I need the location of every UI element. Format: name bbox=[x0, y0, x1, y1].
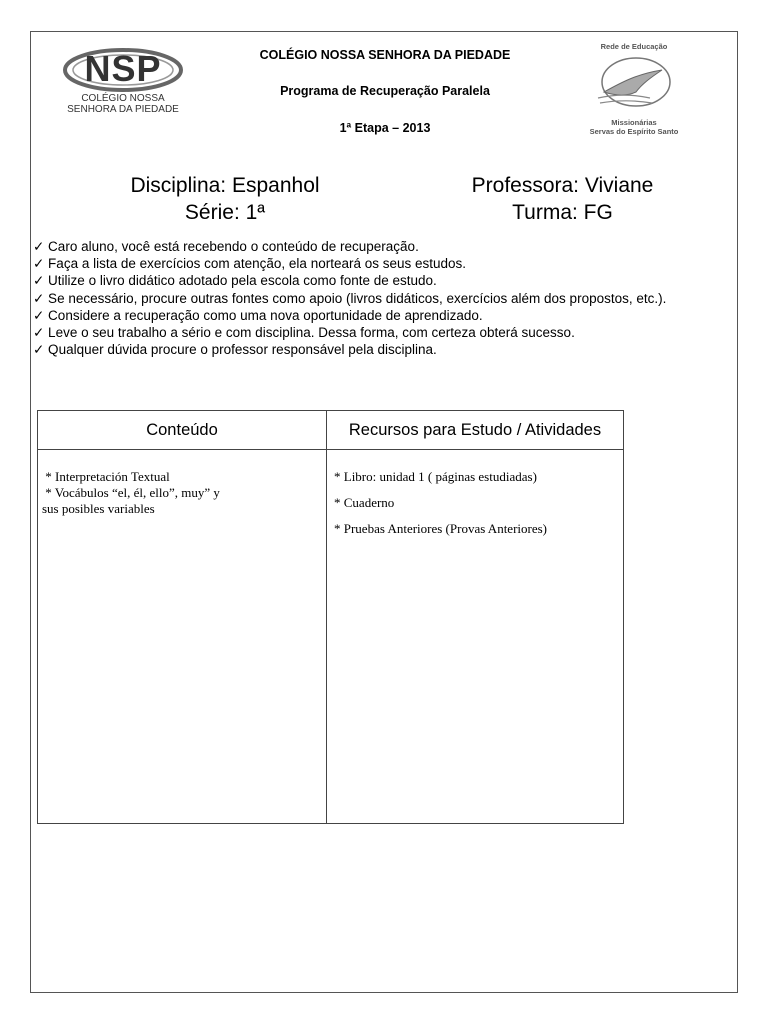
study-table bbox=[37, 410, 624, 824]
instruction-item: ✓ Qualquer dúvida procure o professor responsável pela disciplina. bbox=[33, 342, 437, 358]
stage-year: 1ª Etapa – 2013 bbox=[339, 121, 431, 135]
nsp-logo bbox=[60, 44, 190, 120]
school-name: COLÉGIO NOSSA SENHORA DA PIEDADE bbox=[259, 48, 511, 62]
instruction-item: ✓ Leve o seu trabalho a sério e com disciplina. Dessa forma, com certeza obterá sucesso. bbox=[33, 325, 575, 341]
table-header-row bbox=[38, 411, 624, 450]
resource-line: * Pruebas Anteriores (Provas Anteriores) bbox=[334, 521, 548, 536]
teacher: Professora: Viviane bbox=[471, 174, 654, 197]
instruction-item: ✓ Se necessário, procure outras fontes como apoio (livros didáticos, exercícios além dos propostos, etc.). bbox=[33, 290, 667, 306]
content-line: * Interpretación Textual bbox=[42, 469, 170, 484]
dove-icon bbox=[592, 52, 676, 114]
series: Série: 1ª bbox=[184, 201, 266, 224]
nsp-logo-line1: COLÉGIO NOSSA bbox=[81, 93, 165, 104]
instruction-item: ✓ Utilize o livro didático adotado pela escola como fonte de estudo. bbox=[33, 273, 437, 289]
class-group: Turma: FG bbox=[512, 201, 613, 224]
table-row bbox=[38, 450, 624, 824]
discipline: Disciplina: Espanhol bbox=[130, 174, 320, 197]
content-line: * Vocábulos “el, él, ello”, muy” y bbox=[42, 485, 220, 500]
nsp-logo-mark: NSP bbox=[84, 48, 162, 89]
instruction-item: ✓ Faça a lista de exercícios com atenção, ela norteará os seus estudos. bbox=[33, 256, 467, 272]
network-logo-top: Rede de Educação bbox=[600, 42, 668, 51]
instruction-item: ✓ Considere a recuperação como uma nova oportunidade de aprendizado. bbox=[33, 307, 483, 323]
network-logo-line2: Servas do Espírito Santo bbox=[589, 127, 679, 136]
header-content: Conteúdo bbox=[38, 411, 327, 450]
resource-line: * Libro: unidad 1 ( páginas estudiadas) bbox=[334, 469, 537, 484]
instruction-item: ✓ Caro aluno, você está recebendo o conteúdo de recuperação. bbox=[33, 239, 419, 254]
resource-line: * Cuaderno bbox=[334, 495, 395, 510]
content-line: sus posibles variables bbox=[42, 501, 155, 516]
instructions-list bbox=[33, 238, 733, 358]
nsp-logo-line2: SENHORA DA PIEDADE bbox=[67, 104, 179, 115]
program-title: Programa de Recuperação Paralela bbox=[280, 84, 490, 98]
resources-cell bbox=[327, 450, 624, 824]
network-logo bbox=[574, 42, 694, 142]
network-logo-line1: Missionárias bbox=[611, 118, 657, 127]
content-cell bbox=[38, 450, 327, 824]
header-resources: Recursos para Estudo / Atividades bbox=[327, 411, 624, 450]
